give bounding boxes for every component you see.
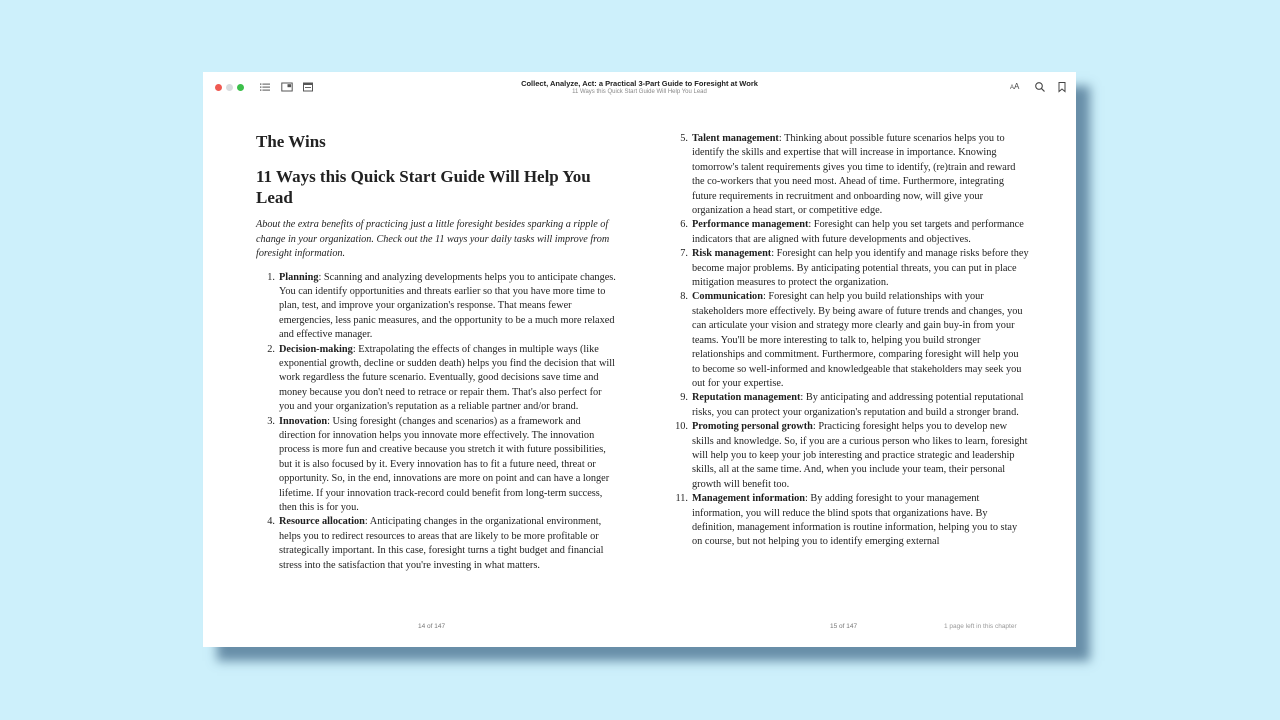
item-number: 1. <box>267 271 275 283</box>
title-bar <box>203 72 1076 102</box>
item-text: : Foresight can help you set targets and performance indicators that are aligned with future developments and objectives. <box>692 219 1024 245</box>
item-number: 11. <box>675 493 688 505</box>
list-item <box>669 218 1029 247</box>
list-item <box>669 290 1029 391</box>
item-text: : Thinking about possible future scenarios helps you to identify the skills and expertise that will increase in importance. Knowing tomorrow's talent requirements gives you time to identify, (re)train and reward the co-workers that you need most. Ahead of time. Furthermore, integrating future requirements in recruitment and onboarding now, will give your organization a head start, or competitive edge. <box>692 133 1016 217</box>
item-number: 5. <box>680 133 688 144</box>
item-text: : Foresight can help you build relationships with your stakeholders more effectively. By being aware of future trends and changes, you can articulate your vision and strategy more clearly and gain buy-in from your teams. You'll be more interesting to talk to, helping you build stronger relationships and commitment. Furthermore, comparing foresight will help you to become so well-informed and knowledgeable that stakeholders may seek you out for your expertise. <box>692 291 1023 389</box>
item-term: Management information <box>692 493 805 505</box>
text-size-icon[interactable]: AA <box>1010 82 1020 91</box>
book-title: Collect, Analyze, Act: a Practical 3-Part Guide to Foresight at Work <box>521 79 758 88</box>
list-item <box>669 420 1029 492</box>
item-text: : Using foresight (changes and scenarios) as a framework and direction for innovation helps you innovate more effectively. The innovation process is more fun and creative because you stretch it with future possibilities, but it is also focused by it. Every innovation has to fit a future need, threat or opportunity. So, in the end, innovations are more on point and can have a longer lifetime. If your innovation track-record could benefit from long-term success, then this is for you. <box>279 415 610 513</box>
item-term: Communication <box>692 291 763 303</box>
item-term: Performance management <box>692 219 809 231</box>
list-item <box>669 492 1029 550</box>
item-number: 9. <box>680 392 688 404</box>
chapter-subtitle: 11 Ways this Quick Start Guide Will Help You Lead <box>572 89 707 95</box>
window-title-area <box>203 79 1076 96</box>
chapter-intro: About the extra benefits of practicing just a little foresight besides sparking a ripple of change in your organization. Check out the 11 ways your daily tasks will improve from foresight information. <box>256 219 610 259</box>
item-term: Decision-making <box>279 343 353 355</box>
item-text: : Foresight can help you identify and manage risks before they become major problems. By anticipating potential threats, you can put in place mitigation measures to protect the organization. <box>692 248 1029 289</box>
section-title: The Wins <box>256 132 326 151</box>
item-term: Reputation management <box>692 392 801 404</box>
item-number: 7. <box>680 248 688 260</box>
list-item <box>669 132 1029 218</box>
item-term: Promoting personal growth <box>692 421 813 433</box>
item-term: Planning <box>279 271 319 283</box>
item-number: 8. <box>680 291 688 303</box>
right-page-number: 15 of 147 <box>830 623 858 630</box>
item-number: 4. <box>267 516 275 528</box>
item-text: : Practicing foresight helps you to develop new skills and knowledge. So, if you are a curious person who likes to learn, foresight will help you to keep your job interesting and practice strategic and leadership skills, all at the same time. And, when you include your team, their personal growth will benefit too. <box>692 421 1028 490</box>
item-term: Resource allocation <box>279 516 365 528</box>
item-text: : Anticipating changes in the organizational environment, helps you to redirect resources to areas that are likely to be more profitable or strategically important. In this case, foresight turns a tight budget and financial stress into the satisfaction that you're investing in what matters. <box>279 516 604 571</box>
list-item <box>256 415 616 516</box>
left-page <box>256 130 616 573</box>
list-item <box>669 391 1029 420</box>
item-number: 10. <box>675 421 688 433</box>
chapter-pages-remaining: 1 page left in this chapter <box>944 623 1017 630</box>
chapter-title: 11 Ways this Quick Start Guide Will Help You Lead <box>256 167 591 207</box>
bookmark-icon[interactable] <box>1056 81 1068 93</box>
list-item <box>256 271 616 343</box>
benefits-list-continued <box>669 132 1029 550</box>
search-icon[interactable] <box>1034 81 1046 93</box>
list-item <box>669 247 1029 290</box>
benefits-list <box>256 271 616 574</box>
item-text: : By anticipating and addressing potential reputational risks, you can protect your organization's reputation and build a stronger brand. <box>692 392 1024 418</box>
left-page-number: 14 of 147 <box>418 623 446 630</box>
list-item <box>256 343 616 415</box>
item-term: Innovation <box>279 415 328 427</box>
item-number: 3. <box>267 415 275 427</box>
item-text: : Scanning and analyzing developments helps you to anticipate changes. You can identify opportunities and threats earlier so that you have more time to plan, test, and improve your organization's response. That means fewer emergencies, less panic measures, and the opportunity to be a much more relaxed and effective manager. <box>279 271 616 341</box>
right-page <box>669 132 1029 550</box>
item-text: : By adding foresight to your management information, you will reduce the blind spots that organizations have. By definition, management information is routine information, helping you to stay on course, but not helping you to identify emerging external <box>692 493 1018 548</box>
item-term: Talent management <box>692 133 779 144</box>
item-number: 2. <box>267 343 275 355</box>
item-text: : Extrapolating the effects of changes in multiple ways (like exponential growth, decline or sudden death) helps you find the decision that will work regardless the future scenario. Eventually, good decisions save time and money because you don't need to retrace or repair them. That's also perfect for you and your organization's reputation as a reliable partner and/or brand. <box>279 343 615 413</box>
list-item <box>256 515 616 573</box>
item-number: 6. <box>680 219 688 231</box>
item-term: Risk management <box>692 248 772 260</box>
book-reader-window <box>203 72 1076 647</box>
